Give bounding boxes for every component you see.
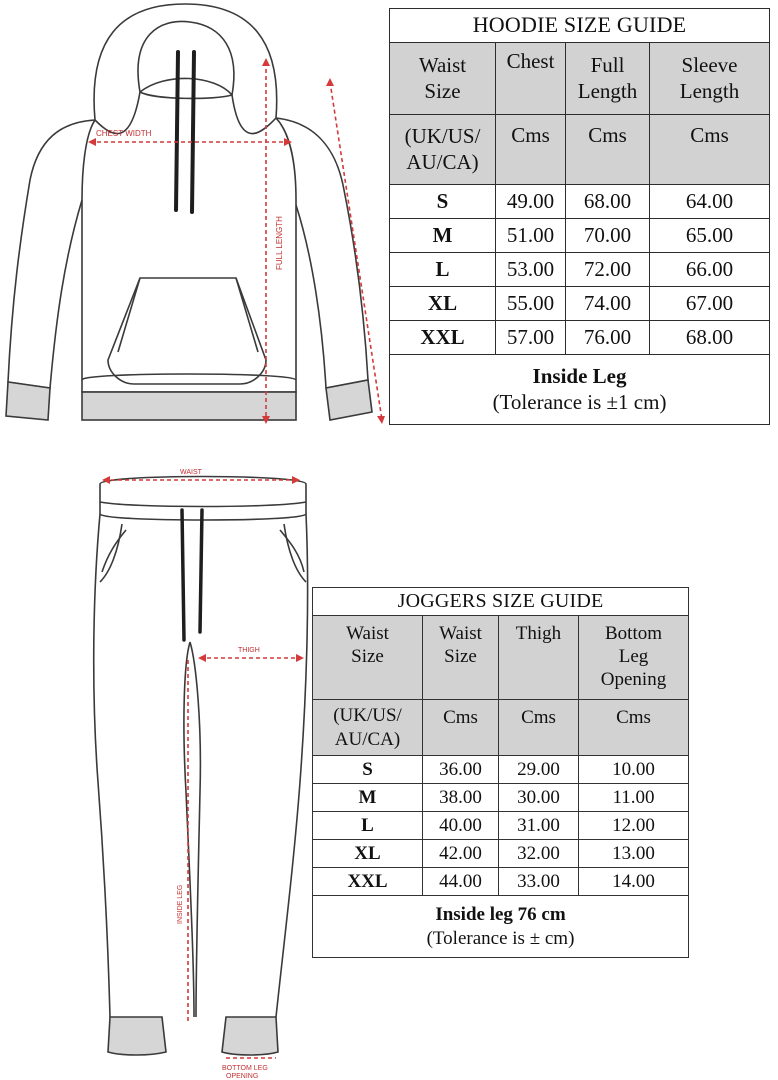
joggers-header-thigh: Thigh — [499, 616, 579, 700]
table-row — [390, 185, 770, 219]
drawstring-left — [176, 52, 178, 210]
table-row — [313, 868, 689, 896]
value-cell: 14.00 — [579, 868, 689, 896]
size-cell: XXL — [390, 321, 496, 355]
sleeve-measure-line — [330, 82, 382, 420]
full-length-label: FULL LENGTH — [275, 216, 284, 270]
size-cell: L — [390, 253, 496, 287]
value-cell: 65.00 — [650, 219, 770, 253]
hoodie-illustration — [0, 0, 392, 430]
size-cell: M — [313, 784, 423, 812]
size-cell: S — [390, 185, 496, 219]
hoodie-units-region: (UK/US/ AU/CA) — [390, 115, 496, 185]
size-cell: L — [313, 812, 423, 840]
hoodie-header-length: Full Length — [566, 43, 650, 115]
inside-leg-label: INSIDE LEG — [177, 884, 184, 924]
value-cell: 31.00 — [499, 812, 579, 840]
hood-opening — [138, 21, 234, 95]
drawstring-right — [192, 52, 194, 212]
value-cell: 76.00 — [566, 321, 650, 355]
table-row — [390, 287, 770, 321]
hoodie-size-table — [389, 8, 770, 425]
joggers-illustration — [70, 462, 320, 1080]
hoodie-table-title: HOODIE SIZE GUIDE — [390, 9, 770, 43]
value-cell: 10.00 — [579, 756, 689, 784]
size-cell: XL — [390, 287, 496, 321]
value-cell: 49.00 — [496, 185, 566, 219]
value-cell: 51.00 — [496, 219, 566, 253]
hoodie-body — [82, 118, 296, 392]
joggers-units-region: (UK/US/ AU/CA) — [313, 700, 423, 756]
value-cell: 42.00 — [423, 840, 499, 868]
table-row — [313, 812, 689, 840]
joggers-table-footer: Inside leg 76 cm (Tolerance is ± cm) — [313, 896, 689, 958]
value-cell: 12.00 — [579, 812, 689, 840]
joggers-left-leg — [94, 514, 110, 1017]
value-cell: 67.00 — [650, 287, 770, 321]
joggers-units-thigh: Cms — [499, 700, 579, 756]
right-leg-cuff — [222, 1017, 278, 1055]
joggers-header-waist-size: Waist Size — [313, 616, 423, 700]
joggers-units-waist: Cms — [423, 700, 499, 756]
hoodie-units-length: Cms — [566, 115, 650, 185]
value-cell: 70.00 — [566, 219, 650, 253]
value-cell: 33.00 — [499, 868, 579, 896]
joggers-drawstring-left — [182, 510, 184, 640]
value-cell: 66.00 — [650, 253, 770, 287]
chest-width-label: CHEST WIDTH — [96, 129, 152, 138]
joggers-crotch-seam — [184, 642, 194, 1017]
waist-label: WAIST — [180, 469, 202, 476]
value-cell: 57.00 — [496, 321, 566, 355]
value-cell: 38.00 — [423, 784, 499, 812]
size-cell: M — [390, 219, 496, 253]
value-cell: 74.00 — [566, 287, 650, 321]
joggers-drawstring-right — [200, 510, 202, 632]
hoodie-hem — [82, 392, 296, 420]
left-cuff — [6, 382, 50, 420]
value-cell: 30.00 — [499, 784, 579, 812]
table-row — [313, 840, 689, 868]
hoodie-table-footer: Inside Leg (Tolerance is ±1 cm) — [390, 355, 770, 425]
value-cell: 29.00 — [499, 756, 579, 784]
kangaroo-pocket — [108, 278, 266, 384]
table-row — [313, 784, 689, 812]
value-cell: 72.00 — [566, 253, 650, 287]
right-sleeve — [276, 118, 368, 388]
size-cell: XL — [313, 840, 423, 868]
value-cell: 68.00 — [650, 321, 770, 355]
joggers-units-bottom: Cms — [579, 700, 689, 756]
thigh-label: THIGH — [238, 647, 260, 654]
hoodie-header-sleeve: Sleeve Length — [650, 43, 770, 115]
value-cell: 64.00 — [650, 185, 770, 219]
size-cell: XXL — [313, 868, 423, 896]
hoodie-units-sleeve: Cms — [650, 115, 770, 185]
table-row — [390, 321, 770, 355]
value-cell: 55.00 — [496, 287, 566, 321]
value-cell: 44.00 — [423, 868, 499, 896]
table-row — [390, 219, 770, 253]
value-cell: 13.00 — [579, 840, 689, 868]
value-cell: 32.00 — [499, 840, 579, 868]
right-cuff — [326, 380, 372, 420]
hoodie-header-chest: Chest — [496, 43, 566, 115]
value-cell: 68.00 — [566, 185, 650, 219]
size-cell: S — [313, 756, 423, 784]
left-leg-cuff — [108, 1017, 166, 1055]
value-cell: 40.00 — [423, 812, 499, 840]
joggers-header-bottom: Bottom Leg Opening — [579, 616, 689, 700]
value-cell: 11.00 — [579, 784, 689, 812]
joggers-header-waist: Waist Size — [423, 616, 499, 700]
joggers-size-table — [312, 587, 689, 958]
joggers-right-leg — [276, 514, 308, 1017]
value-cell: 36.00 — [423, 756, 499, 784]
value-cell: 53.00 — [496, 253, 566, 287]
hoodie-units-chest: Cms — [496, 115, 566, 185]
bottom-leg-label: BOTTOM LEG OPENING — [222, 1065, 268, 1080]
hoodie-header-waist: Waist Size — [390, 43, 496, 115]
joggers-table-title: JOGGERS SIZE GUIDE — [313, 588, 689, 616]
table-row — [390, 253, 770, 287]
table-row — [313, 756, 689, 784]
